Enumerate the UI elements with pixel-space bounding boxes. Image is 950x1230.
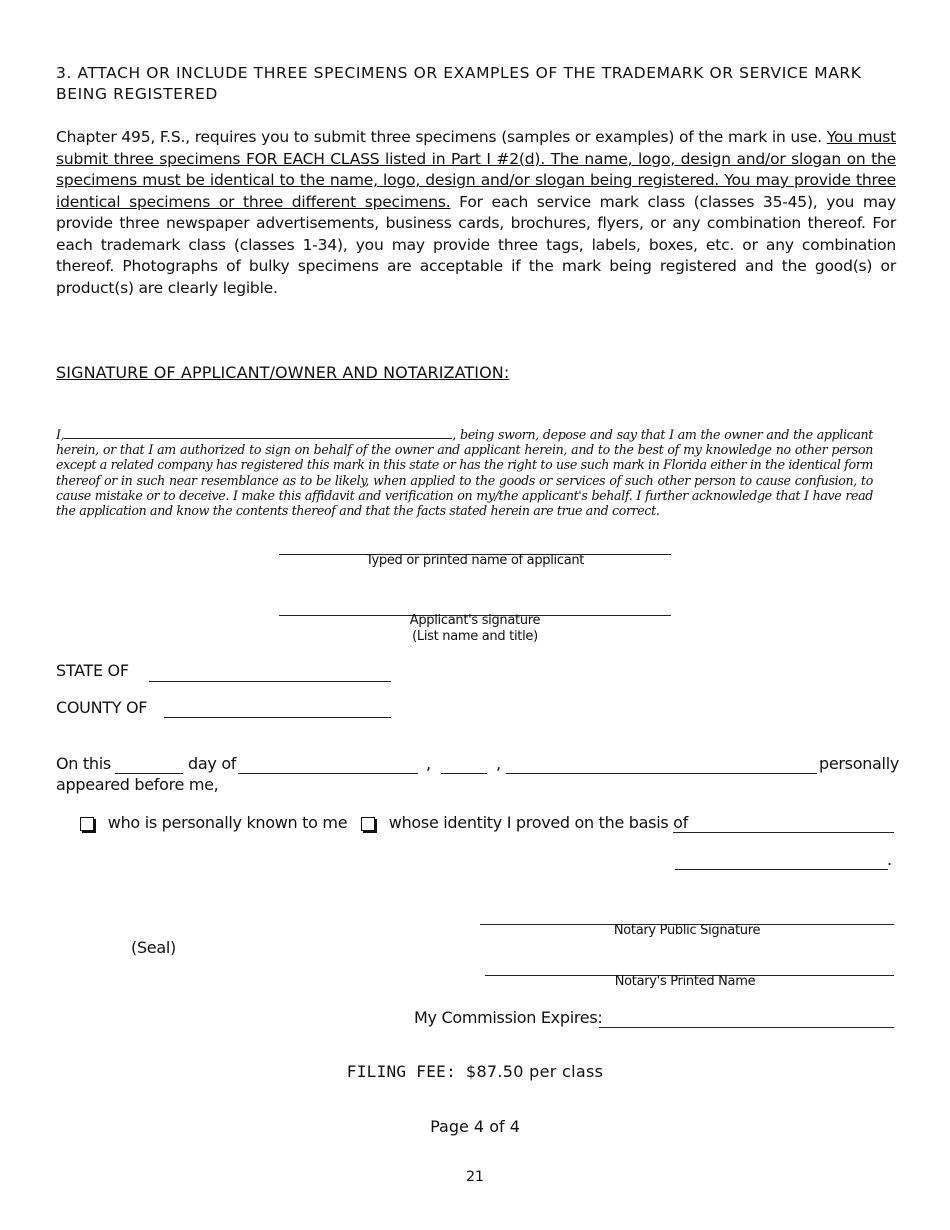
day-of-label: day of xyxy=(188,754,237,773)
seal-label: (Seal) xyxy=(131,938,176,957)
para-examples: For each service mark class (classes 35-45), you may provide three newspaper advertisements, business cards, brochures, flyers, or any combination thereof. For each trademark class (classes 1-34), you may provide three tags, labels, boxes, etc. or any combination thereof. Photographs of bulky specimens are acceptable if the mark being registered and the good(s) or product(s) are clearly legible. xyxy=(56,192,896,297)
commission-label: My Commission Expires: xyxy=(414,1008,603,1027)
appeared-label: appeared before me, xyxy=(56,775,219,794)
comma-1: , xyxy=(426,754,431,773)
section-3-paragraph xyxy=(56,127,896,299)
typed-name-caption: Typed or printed name of applicant xyxy=(365,553,585,568)
day-field[interactable] xyxy=(115,773,183,774)
option-identity-proved[interactable] xyxy=(361,813,688,832)
county-field[interactable] xyxy=(164,717,391,718)
identity-basis-field-2[interactable] xyxy=(675,869,888,870)
checkbox-icon[interactable] xyxy=(361,817,375,831)
section-3-heading: 3. ATTACH OR INCLUDE THREE SPECIMENS OR EXAMPLES OF THE TRADEMARK OR SERVICE MARK BEING REGISTERED xyxy=(56,64,862,103)
filing-fee-value: $87.50 per class xyxy=(465,1062,604,1081)
document-number: 21 xyxy=(466,1169,484,1185)
option-personally-known[interactable] xyxy=(80,813,347,832)
personally-label: personally xyxy=(819,754,900,773)
para-intro: Chapter 495, F.S., requires you to submit three specimens (samples or examples) of the mark in use. xyxy=(56,128,827,146)
para-requirements-underlined: You must submit three specimens FOR EACH CLASS listed in Part I #2(d). The name, logo, design and/or slogan on the specimens must be identical to the name, logo, design and/or slogan being registered. You may provide three identical specimens or three different specimens. xyxy=(56,128,896,211)
signature-section-heading: SIGNATURE OF APPLICANT/OWNER AND NOTARIZATION: xyxy=(56,363,510,382)
checkbox-icon[interactable] xyxy=(80,817,94,831)
state-field[interactable] xyxy=(149,681,391,682)
state-label: STATE OF xyxy=(56,661,129,680)
appearer-name-field[interactable] xyxy=(506,773,817,774)
affidavit-text xyxy=(56,426,873,518)
month-field[interactable] xyxy=(238,773,418,774)
identity-basis-field[interactable] xyxy=(673,832,894,833)
on-this-label: On this xyxy=(56,754,111,773)
commission-expires-field[interactable] xyxy=(599,1027,894,1028)
applicant-signature-caption: Applicant's signature xyxy=(409,613,541,628)
filing-fee-label: FILING FEE: xyxy=(346,1062,457,1081)
affidavit-body: , being sworn, depose and say that I am the owner and the applicant herein, or that I am authorized to sign on behalf of the owner and applicant herein, and to the best of my knowledge no other person except a related company has registered this mark in this state or has the right to use such mark in Florida either in the identical form thereof or in such near resemblance as to be likely, when applied to the goods or services of such other person to cause confusion, to cause mistake or to deceive. I make this affidavit and verification on my/the applicant's behalf. I further acknowledge that I have read the application and know the contents thereof and that the facts stated herein are true and correct. xyxy=(56,427,873,519)
option-known-label: who is personally known to me xyxy=(107,813,348,832)
affidavit-prefix: I, xyxy=(56,427,65,442)
county-label: COUNTY OF xyxy=(56,698,148,717)
option-proved-label: whose identity I proved on the basis of xyxy=(388,813,688,832)
notary-signature-caption: Notary Public Signature xyxy=(613,923,761,938)
page-number: Page 4 of 4 xyxy=(430,1117,520,1136)
applicant-signature-subcaption: (List name and title) xyxy=(412,629,538,644)
comma-2: , xyxy=(496,754,501,773)
year-field[interactable] xyxy=(441,773,487,774)
notary-name-caption: Notary's Printed Name xyxy=(614,974,756,989)
affiant-name-field[interactable] xyxy=(64,426,452,439)
period: . xyxy=(887,850,892,869)
filing-fee xyxy=(0,1062,950,1081)
